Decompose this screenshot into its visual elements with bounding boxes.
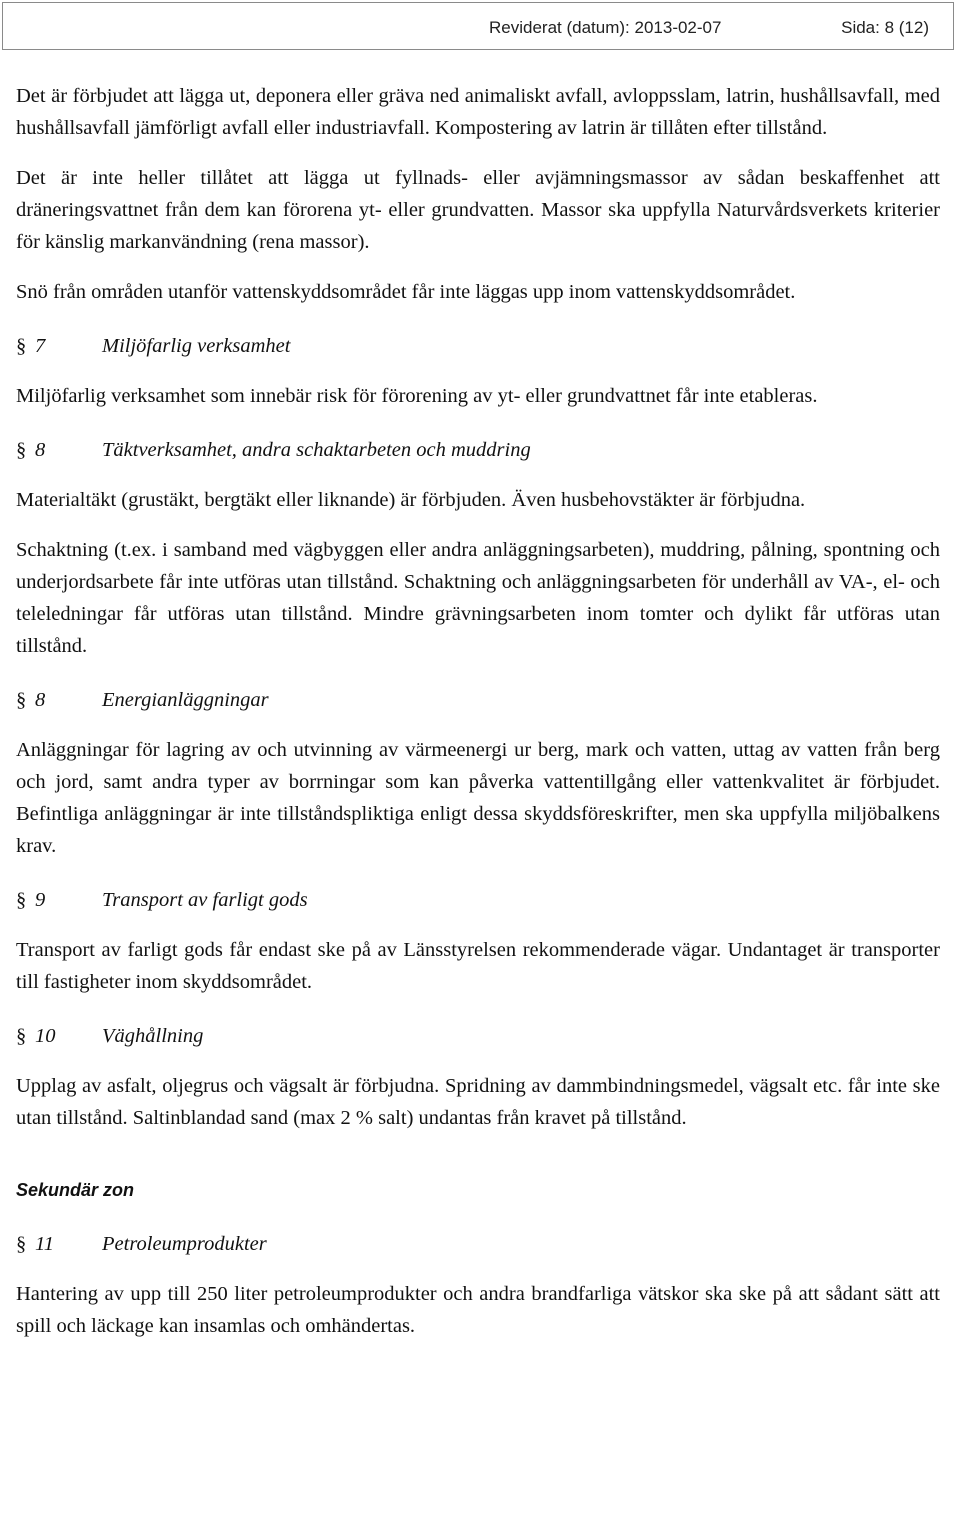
section-symbol: § (16, 1025, 27, 1047)
section-heading-8-takt (16, 434, 940, 466)
paragraph: Det är förbjudet att lägga ut, deponera eller gräva ned animaliskt avfall, avloppsslam, latrin, hushållsavfall, med hushållsavfall jämförligt avfall eller industriavfall. Kompostering av latrin är tillåten efter tillstånd. (16, 85, 940, 139)
paragraph: Anläggningar för lagring av och utvinning av värmeenergi ur berg, mark och vatten, uttag av vatten från berg och jord, samt andra typer av borrningar som kan påverka vattentillgång eller vattenkvalitet är förbjudet. Befintliga anläggningar är inte tillståndspliktiga enligt dessa skyddsföreskrifter, men ska uppfylla miljöbalkens krav. (16, 739, 940, 857)
section-number: 8 (35, 689, 46, 711)
section-symbol: § (16, 1233, 27, 1255)
paragraph: Snö från områden utanför vattenskyddsområdet får inte läggas upp inom vattenskyddsområdet. (16, 281, 796, 303)
section-heading-10 (16, 1020, 940, 1052)
section-number: 8 (35, 439, 46, 461)
paragraph: Schaktning (t.ex. i samband med vägbyggen eller andra anläggningsarbeten), muddring, pålning, spontning och underjordsarbete får inte utföras utan tillstånd. Schaktning och anläggningsarbeten för underhåll av VA-, el- och teleledningar får utföras utan tillstånd. Mindre grävningsarbeten inom tomter och dylikt får utföras utan tillstånd. (16, 539, 940, 657)
section-number: 9 (35, 889, 46, 911)
section-heading-9 (16, 884, 940, 916)
section-number: 10 (35, 1025, 56, 1047)
section-title: Transport av farligt gods (102, 889, 308, 911)
section-symbol: § (16, 689, 27, 711)
paragraph: Det är inte heller tillåtet att lägga ut fyllnads- eller avjämningsmassor av sådan beskaffenhet att dräneringsvattnet från dem kan förorena yt- eller grundvatten. Massor ska uppfylla Naturvårdsverkets kriterier för känslig markanvändning (rena massor). (16, 167, 940, 253)
paragraph: Hantering av upp till 250 liter petroleumprodukter och andra brandfarliga vätskor ska ske på att sådant sätt att spill och läckage kan insamlas och omhändertas. (16, 1283, 940, 1337)
section-symbol: § (16, 439, 27, 461)
section-title: Väghållning (102, 1025, 204, 1047)
section-heading-11 (16, 1228, 940, 1260)
revision-date: Reviderat (datum): 2013-02-07 (489, 18, 722, 37)
section-number: 7 (35, 335, 46, 357)
section-title: Petroleumprodukter (102, 1233, 267, 1255)
paragraph: Upplag av asfalt, oljegrus och vägsalt är förbjudna. Spridning av dammbindningsmedel, vägsalt etc. får inte ske utan tillstånd. Saltinblandad sand (max 2 % salt) undantas från kravet på tillstånd. (16, 1075, 940, 1129)
paragraph: Transport av farligt gods får endast ske på av Länsstyrelsen rekommenderade vägar. Undantaget är transporter till fastigheter inom skyddsområdet. (16, 939, 940, 993)
section-symbol: § (16, 889, 27, 911)
paragraph: Miljöfarlig verksamhet som innebär risk för förorening av yt- eller grundvattnet får inte etableras. (16, 385, 818, 407)
section-symbol: § (16, 335, 27, 357)
section-title: Täktverksamhet, andra schaktarbeten och muddring (102, 439, 531, 461)
section-number: 11 (35, 1233, 54, 1255)
document-body (16, 80, 940, 1342)
section-title: Energianläggningar (102, 689, 269, 711)
page-number: Sida: 8 (12) (841, 18, 929, 37)
section-heading-7 (16, 330, 940, 362)
section-title: Miljöfarlig verksamhet (102, 335, 291, 357)
zone-heading: Sekundär zon (16, 1180, 135, 1200)
paragraph: Materialtäkt (grustäkt, bergtäkt eller liknande) är förbjuden. Även husbehovstäkter är förbjudna. (16, 489, 806, 511)
page-header (2, 2, 954, 50)
section-heading-8-energi (16, 684, 940, 716)
